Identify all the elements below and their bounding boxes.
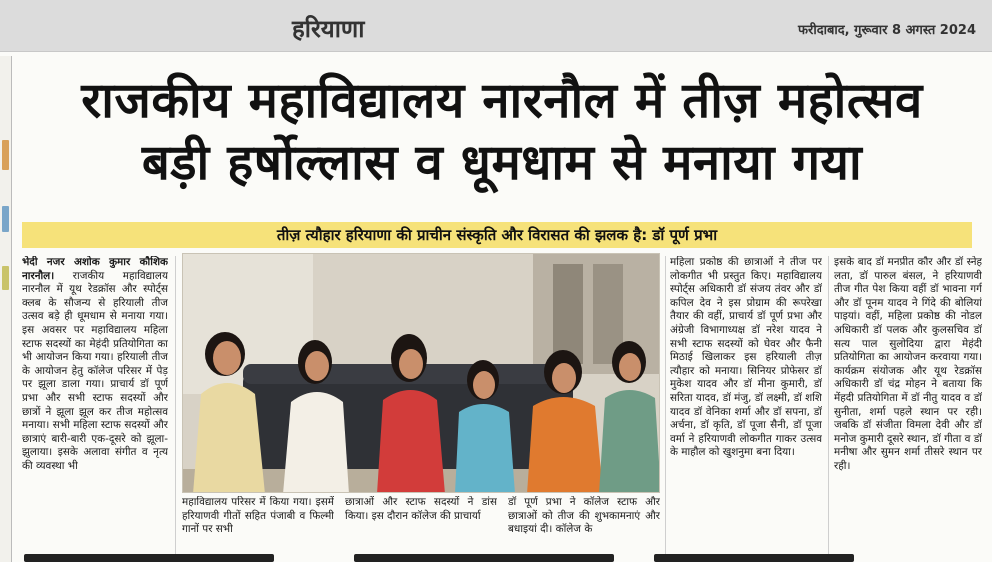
margin-color-chip [2, 206, 9, 232]
headline [22, 70, 982, 194]
next-headline-cutoff [24, 552, 984, 562]
article-text-below-photo-2: छात्राओं और स्टाफ सदस्यों ने डांस किया। इस दौरान कॉलेज की प्राचार्या [345, 496, 497, 522]
photo-illustration [183, 254, 660, 493]
column-rule [828, 256, 829, 556]
margin-color-chip [2, 266, 9, 290]
article-column-1 [22, 256, 168, 556]
column-rule [665, 256, 666, 556]
dateline: फरीदाबाद, गुरूवार 8 अगस्त 2024 [798, 23, 976, 38]
margin-color-chip [2, 140, 9, 170]
byline: भेदी नजर अशोक कुमार कौशिक नारनौल। [22, 256, 168, 282]
article-text: राजकीय महाविद्यालय नारनौल में यूथ रेडक्रॉस और स्पोर्ट्स क्लब के सौजन्य से हरियाली तीज उत्सव बड़े ही धूमधाम से मनाया गया। इस अवसर पर महाविद्यालय महिला स्टाफ सदस्यों का मेहंदी प्रतियोगिता का भी आयोजन किया गया। हरियाली तीज के आयोजन हेतु कॉलेज परिसर में पेड़ पर झूला डाला गया। प्राचार्य डॉ पूर्ण प्रभा और सभी स्टाफ सदस्यों और छात्रों ने झूला झूल कर तीज महोत्सव मनाया। सभी महिला स्टाफ सदस्यों और छात्राएं बारी-बारी एक-दूसरे को झूला-झुलाया। इसके अलावा संगीत व नृत्य की व्यवस्था भी [22, 269, 168, 472]
headline-line-1: राजकीय महाविद्यालय नारनौल में तीज़ महोत्सव [81, 72, 923, 129]
page-header [0, 0, 992, 52]
photo-door-panel [553, 264, 583, 364]
subheadline: तीज़ त्यौहार हरियाणा की प्राचीन संस्कृति और विरासत की झलक है: डॉ पूर्ण प्रभा [22, 222, 972, 248]
article-text-below-photo-3: डॉ पूर्ण प्रभा ने कॉलेज स्टाफ और छात्राओं को तीज की शुभकामनाएं और बधाइयां दी। कॉलेज के [508, 496, 660, 536]
column-rule [175, 256, 176, 556]
news-photo [182, 253, 660, 493]
article-column-5: इसके बाद डॉ मनप्रीत कौर और डॉ स्नेह लता, डॉ पारुल बंसल, ने हरियाणवी तीज गीत पेश किया वहीं डॉ भावना गर्ग और डॉ पूनम यादव ने गिंदे की बोलियां पाइयां। वहीं, महिला प्रकोष्ठ की नोडल अधिकारी डॉ पलक और कुलसचिव डॉ सत्य पाल सुलोदिया द्वारा मेहंदी प्रतियोगिता का आयोजन करवाया गया। कार्यक्रम संयोजक और यूथ रेडक्रॉस अधिकारी डॉ चंद्र मोहन ने बताया कि मेंहदी प्रतियोगिता में डॉ नीतु यादव व डॉ सुनीता, शर्मा पहले स्थान पर रही। जबकि डॉ संजीता विमला देवी और डॉ मनोज कुमारी दूसरे स्थान, डॉ गीता व डॉ मनीषा और सुमन शर्मा तीसरे स्थान पर रही। [834, 256, 982, 472]
article-column-4: महिला प्रकोष्ठ की छात्राओं ने तीज पर लोकगीत भी प्रस्तुत किए। महाविद्यालय स्पोर्ट्स अधिकारी डॉ संजय तंवर और डॉ कपिल देव ने इस प्रोग्राम की रूपरेखा तैयार की वहीं, प्राचार्य डॉ पूर्ण प्रभा और अंग्रेजी विभागाध्यक्ष डॉ नरेश यादव ने सभी स्टाफ सदस्यों को घेवर और फैनी मिठाई खिलाकर इस हरियाली तीज़ त्यौहार को मनाया। सिनियर प्रोफेसर डॉ मुकेश यादव और डॉ मीना कुमारी, डॉ सरिता यादव, डॉ मंजु, डॉ लक्ष्मी, डॉ शशि यादव डॉ वेनिका शर्मा और डॉ सपना, डॉ अर्चना, डॉ कृति, डॉ पूजा सैनी, डॉ पूजा वर्मा ने हरियाणवी लोकगीत गाकर उत्सव के माहौल को खुशनुमा बना दिया। [670, 256, 822, 459]
headline-line-2: बड़ी हर्षोल्लास व धूमधाम से मनाया गया [141, 134, 863, 191]
section-name: हरियाणा [292, 15, 365, 43]
article-text-below-photo-1: महाविद्यालय परिसर में किया गया। इसमें हरियाणवी गीतों सहित पंजाबी व फिल्मी गानों पर सभी [182, 496, 334, 536]
left-margin-strip [0, 56, 12, 562]
